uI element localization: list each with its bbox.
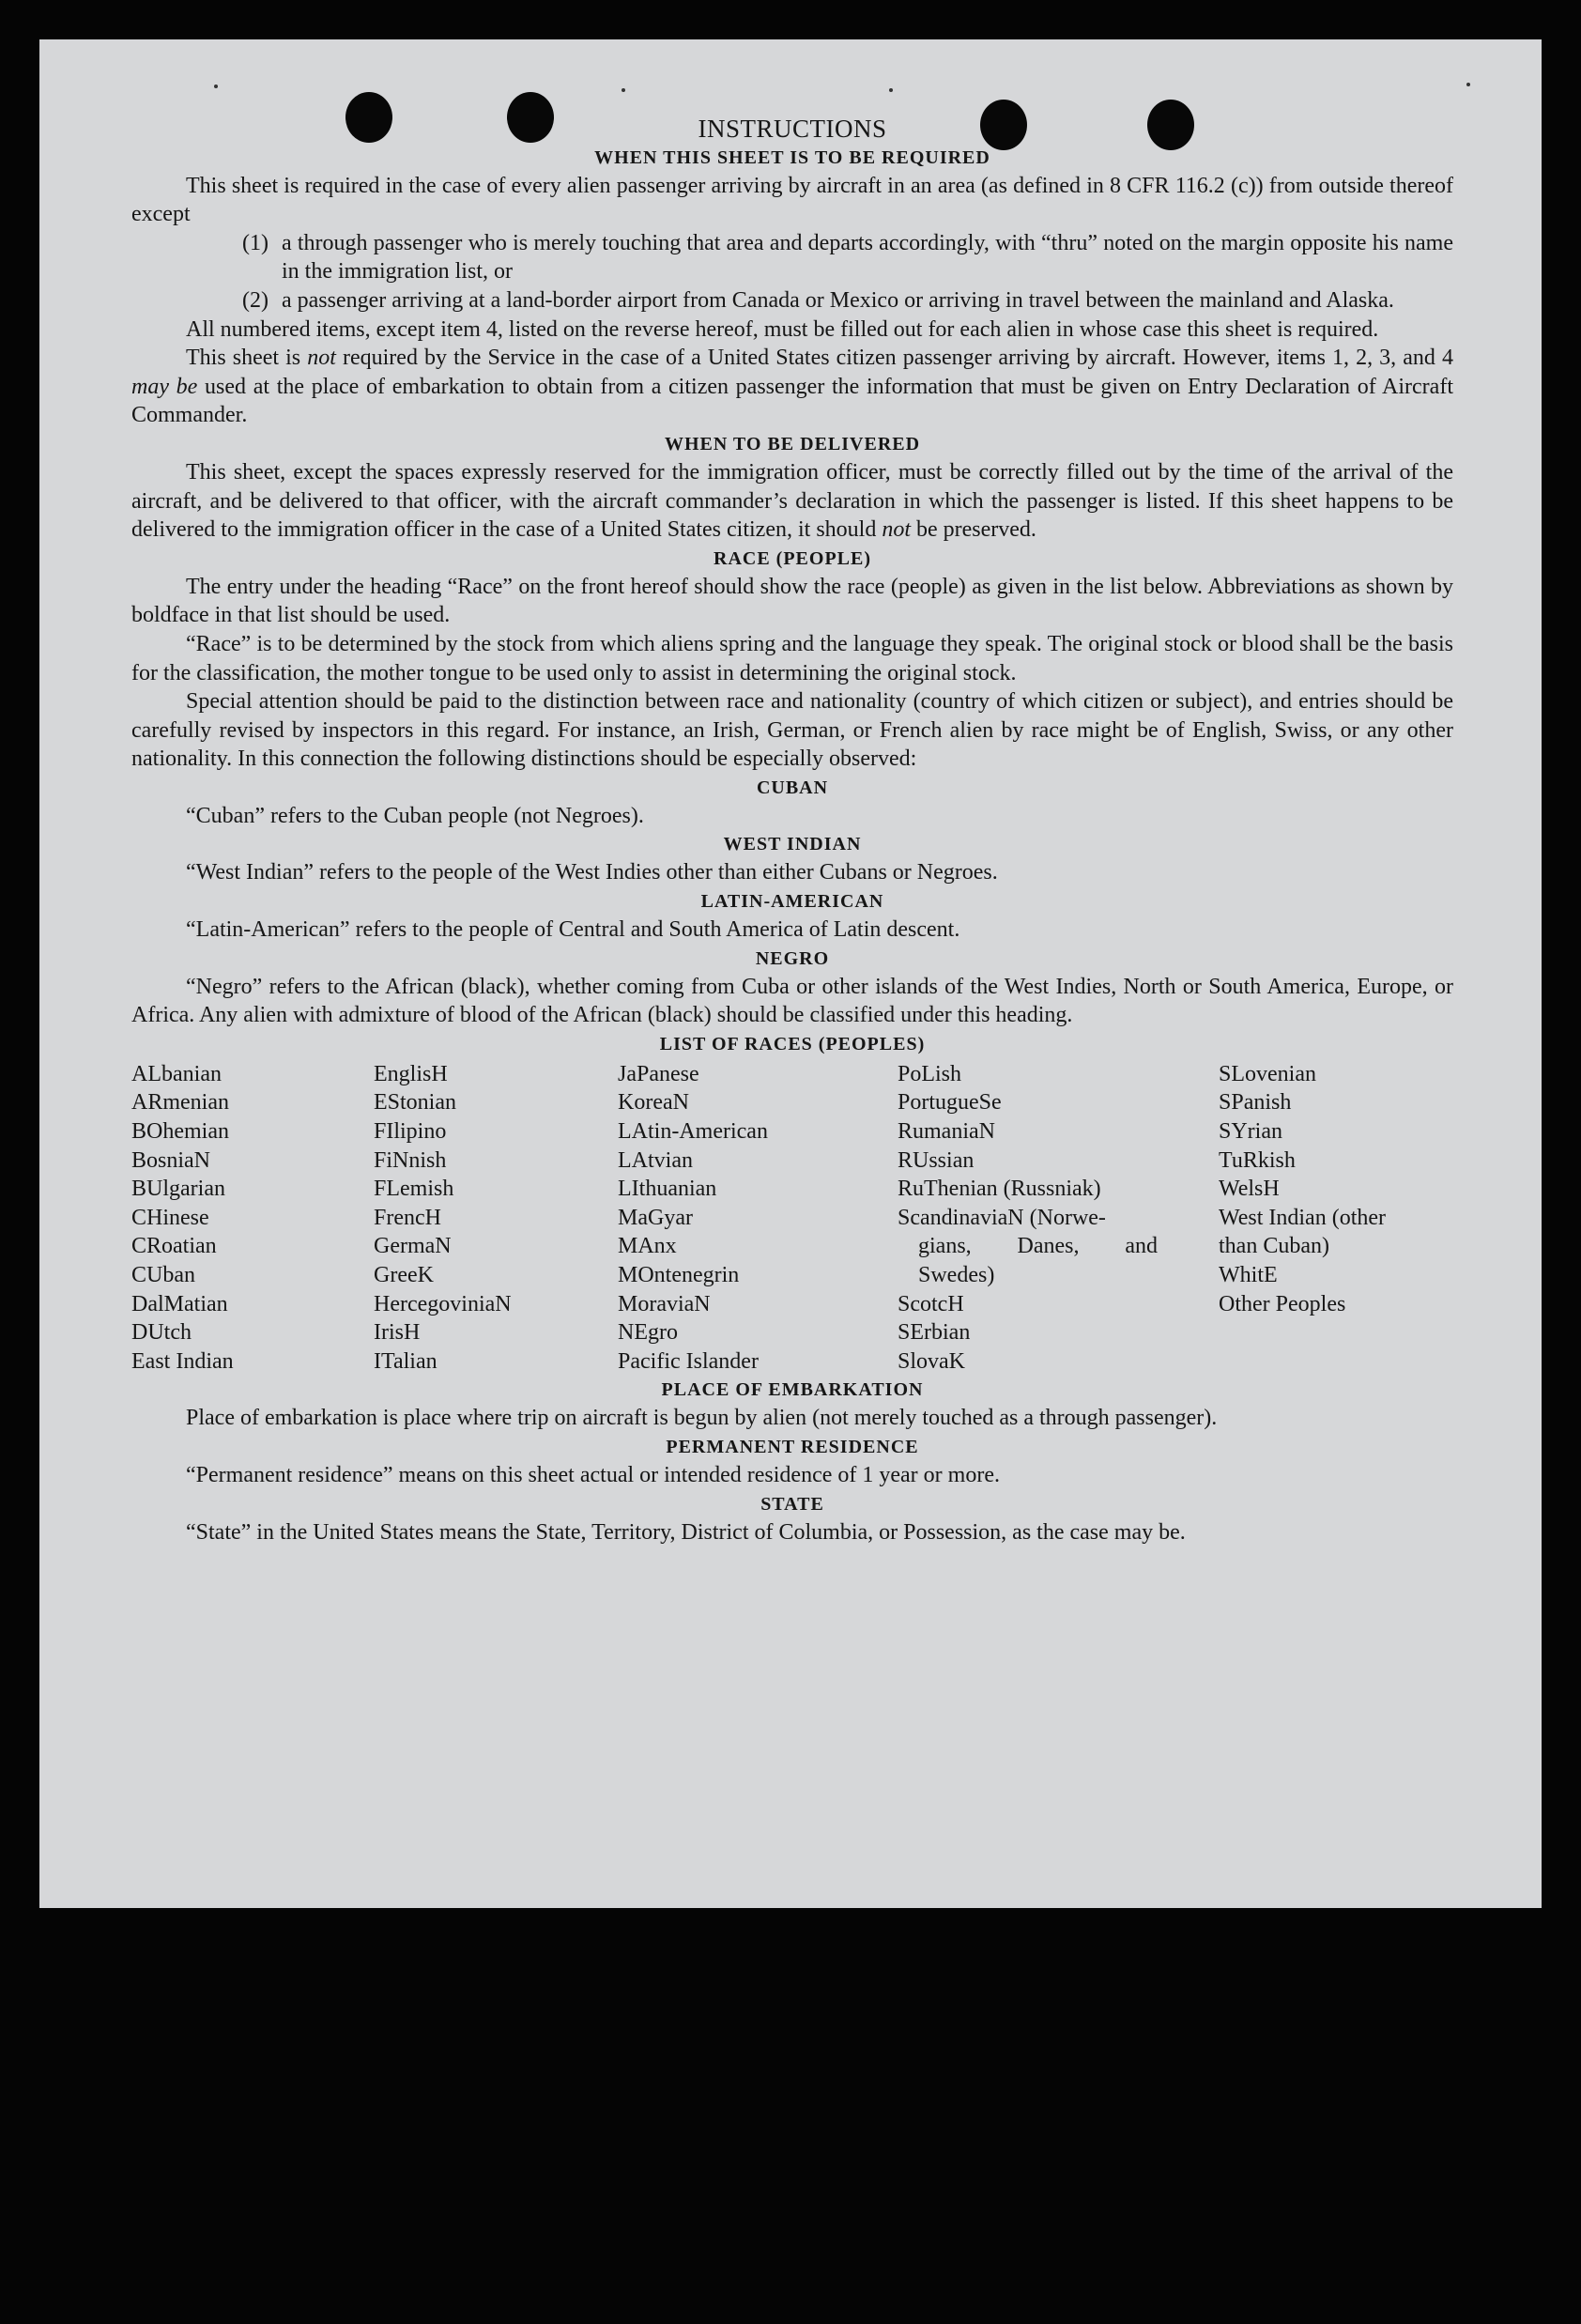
negro-definition: “Negro” refers to the African (black), whether coming from Cuba or other islands of the West Indies, North or South America, Europe, or Africa. Any alien with admixture of blood of the African (black) should be classified under this heading.	[131, 974, 1453, 1028]
race-paragraph-3: Special attention should be paid to the distinction between race and nationality (country of which citizen or subject), and entries should be carefully revised by inspectors in this regard. For instance, an Irish, German, or French alien by race might be of English, Swiss, or any other nationality. In this connection the following distinctions should be especially observed:	[131, 689, 1453, 772]
race-entry: RUssian	[898, 1147, 975, 1173]
speck	[889, 88, 893, 92]
race-entry: MAnx	[618, 1234, 677, 1259]
section-heading-west-indian: WEST INDIAN	[723, 834, 862, 855]
section-heading-cuban: CUBAN	[756, 777, 829, 798]
item-number: (2)	[242, 287, 269, 313]
residence-definition: “Permanent residence” means on this sheet actual or intended residence of 1 year or more.	[186, 1462, 1000, 1487]
text-run: used at the place of embarkation to obtain from a citizen passenger the information that must be given on Entry Declaration of Aircraft Commander.	[131, 374, 1453, 428]
race-entry: RumaniaN	[898, 1119, 995, 1145]
race-entry: TuRkish	[1219, 1147, 1296, 1173]
race-entry: ScotcH	[898, 1291, 964, 1316]
race-list	[131, 1060, 1453, 1377]
race-entry: LIthuanian	[618, 1177, 717, 1202]
race-entry: ARmenian	[131, 1090, 229, 1116]
item-text: a through passenger who is merely touching that area and departs accordingly, with “thru” noted on the margin opposite his name in the immigration list, or	[282, 230, 1453, 285]
race-entry: ALbanian	[131, 1061, 222, 1086]
exception-item-2	[242, 286, 1453, 316]
race-entry: SLovenian	[1219, 1061, 1316, 1086]
text-run: This sheet, except the spaces expressly reserved for the immigration officer, must be correctly filled out by the time of the arrival of the aircraft, and be delivered to that officer, with the aircraft commander’s declaration in which the passenger is listed. If this sheet happens to be delivered to the immigration officer in the case of a United States citizen, it should	[131, 459, 1453, 543]
race-entry: RuThenian (Russniak)	[898, 1177, 1101, 1202]
instructions-text	[131, 115, 1453, 1547]
race-entry: Pacific Islander	[618, 1348, 759, 1374]
race-entry: KoreaN	[618, 1090, 689, 1116]
race-entry: LAtvian	[618, 1147, 693, 1173]
race-entry: SlovaK	[898, 1348, 965, 1374]
item-number: (1)	[242, 230, 269, 255]
race-entry: CUban	[131, 1263, 195, 1287]
speck	[1466, 83, 1470, 86]
race-entry: MoraviaN	[618, 1291, 711, 1316]
race-column	[131, 1060, 374, 1377]
race-entry: BUlgarian	[131, 1177, 225, 1202]
race-column	[1219, 1060, 1453, 1377]
page-title: INSTRUCTIONS	[698, 115, 887, 143]
item-text: a passenger arriving at a land-border airport from Canada or Mexico or arriving in travel between the mainland and Alaska.	[282, 287, 1394, 313]
race-column	[879, 1060, 1219, 1377]
section-heading-state: STATE	[760, 1493, 824, 1515]
text-run: required by the Service in the case of a United States citizen passenger arriving by aircraft. However, items 1, 2, 3, and 4	[335, 346, 1453, 371]
race-entry: FIlipino	[374, 1119, 447, 1145]
race-entry: than Cuban)	[1219, 1234, 1329, 1259]
delivered-paragraph	[131, 458, 1453, 545]
race-entry: West Indian (other	[1219, 1205, 1387, 1230]
required-paragraph-3	[131, 344, 1453, 430]
race-entry: WhitE	[1219, 1263, 1278, 1287]
race-entry: FiNnish	[374, 1147, 447, 1173]
text-run-italic: not	[307, 346, 336, 371]
race-column	[374, 1060, 618, 1377]
section-heading-required: WHEN THIS SHEET IS TO BE REQUIRED	[594, 146, 990, 168]
race-entry: SPanish	[1219, 1090, 1292, 1116]
section-heading-latin-american: LATIN-AMERICAN	[700, 891, 884, 913]
race-entry: Swedes)	[918, 1263, 995, 1287]
state-definition: “State” in the United States means the State, Territory, District of Columbia, or Possession, as the case may be.	[186, 1519, 1186, 1545]
race-entry: GreeK	[374, 1263, 434, 1287]
race-entry: FrencH	[374, 1205, 441, 1230]
speck	[622, 88, 625, 92]
race-entry: EStonian	[374, 1090, 456, 1116]
race-entry: LAtin-American	[618, 1119, 768, 1145]
race-entry: DalMatian	[131, 1291, 228, 1316]
west-indian-definition: “West Indian” refers to the people of the West Indies other than either Cubans or Negroes.	[186, 860, 998, 885]
race-entry: FLemish	[374, 1177, 454, 1202]
race-entry: CRoatian	[131, 1234, 217, 1259]
race-entry: PoLish	[898, 1061, 962, 1086]
section-heading-delivered: WHEN TO BE DELIVERED	[664, 433, 921, 454]
race-entry: IrisH	[374, 1320, 421, 1346]
race-entry: SErbian	[898, 1320, 971, 1346]
race-entry: Other Peoples	[1219, 1291, 1346, 1316]
race-paragraph-1: The entry under the heading “Race” on the front hereof should show the race (people) as given in the list below. Abbreviations as shown by boldface in that list should be used.	[131, 574, 1453, 628]
section-heading-list-of-races: LIST OF RACES (PEOPLES)	[659, 1033, 926, 1054]
section-heading-residence: PERMANENT RESIDENCE	[666, 1436, 919, 1457]
race-entry: EnglisH	[374, 1061, 448, 1086]
race-entry: HercegoviniaN	[374, 1291, 512, 1316]
race-entry: CHinese	[131, 1205, 209, 1230]
race-entry: JaPanese	[618, 1061, 699, 1086]
race-entry: BOhemian	[131, 1119, 229, 1145]
race-entry: BosniaN	[131, 1147, 210, 1173]
section-heading-embarkation: PLACE OF EMBARKATION	[661, 1379, 924, 1401]
embarkation-definition: Place of embarkation is place where trip on aircraft is begun by alien (not merely touched as a through passenger).	[186, 1406, 1218, 1431]
race-entry: East Indian	[131, 1348, 234, 1374]
cuban-definition: “Cuban” refers to the Cuban people (not Negroes).	[186, 803, 644, 828]
speck	[214, 85, 218, 88]
race-paragraph-2: “Race” is to be determined by the stock from which aliens spring and the language they speak. The original stock or blood shall be the basis for the classification, the mother tongue to be used only to assist in determining the original stock.	[131, 631, 1453, 685]
required-paragraph-2: All numbered items, except item 4, listed on the reverse hereof, must be filled out for each alien in whose case this sheet is required.	[186, 316, 1379, 342]
race-column	[618, 1060, 879, 1377]
race-entry: SYrian	[1219, 1119, 1282, 1145]
race-entry: PortugueSe	[898, 1090, 1002, 1116]
section-heading-race: RACE (PEOPLE)	[714, 547, 871, 569]
text-run: be preserved.	[911, 517, 1036, 543]
race-entry: ScandinaviaN (Norwe-	[898, 1205, 1106, 1230]
race-entry: DUtch	[131, 1320, 192, 1346]
latin-american-definition: “Latin-American” refers to the people of Central and South America of Latin descent.	[186, 917, 960, 943]
required-intro: This sheet is required in the case of every alien passenger arriving by aircraft in an area (as defined in 8 CFR 116.2 (c)) from outside thereof except	[131, 173, 1453, 227]
section-heading-negro: NEGRO	[755, 947, 830, 969]
race-entry: GermaN	[374, 1234, 452, 1259]
text-run: This sheet is	[186, 346, 308, 371]
text-run-italic: not	[882, 517, 911, 543]
race-entry: WelsH	[1219, 1177, 1280, 1202]
exception-item-1	[242, 229, 1453, 286]
race-entry: NEgro	[618, 1320, 678, 1346]
race-entry: gians, Danes, and	[918, 1234, 1158, 1259]
race-entry: MOntenegrin	[618, 1263, 740, 1287]
race-entry: ITalian	[374, 1348, 437, 1374]
race-entry: MaGyar	[618, 1205, 693, 1230]
text-run-italic: may be	[131, 374, 198, 399]
